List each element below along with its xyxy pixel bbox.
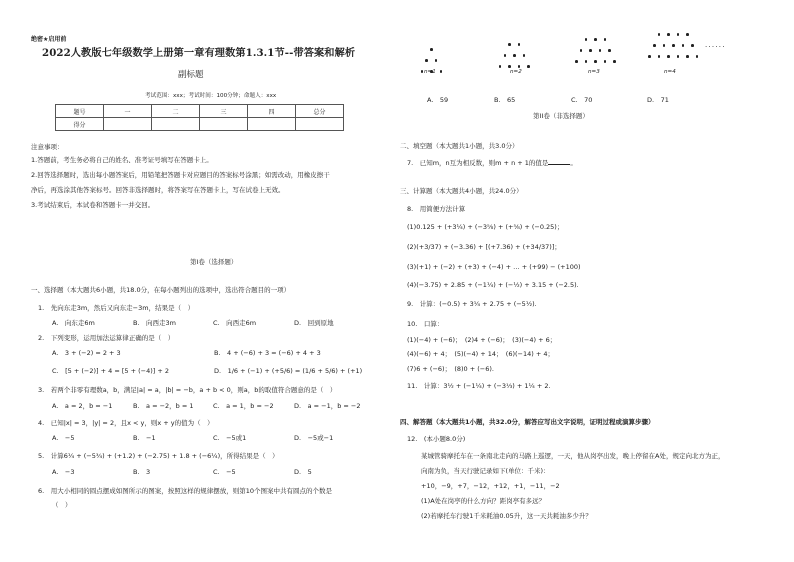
- question-7-end: 。: [570, 159, 577, 167]
- question-2: 2. 下列变形，运用加法运算律正确的是（ ）: [38, 334, 175, 342]
- pattern-dot: [696, 55, 699, 58]
- option-c: C. −5: [213, 468, 236, 476]
- choice-section-heading: 一、选择题（本大题共6小题，共18.0分，在每小题列出的选项中，选出符合题目的一项）: [31, 286, 291, 294]
- option-b: B. a = −2，b = 1: [133, 402, 194, 410]
- pattern-dot: [658, 55, 661, 58]
- option-d: D. 1/6 + (−1) + (+5/6) = (1/6 + 5/6) + (+1): [214, 367, 363, 375]
- option-a: A. 59: [427, 96, 449, 104]
- pattern-dot: [421, 70, 424, 73]
- question-8-item: (3)(+1) + (−2) + (+3) + (−4) + … + (+99) − (+100): [407, 263, 581, 271]
- table-cell: [152, 118, 200, 131]
- pattern-dot: [435, 59, 438, 62]
- pattern-dot: [499, 65, 502, 68]
- option-a: A. −3: [52, 468, 75, 476]
- pattern-dot: [667, 33, 670, 36]
- option-d: D. 71: [647, 96, 669, 104]
- table-row: [56, 105, 344, 118]
- answer-section-heading: 四、解答题（本大题共1小题，共32.0分，解答应写出文字说明，证明过程或演算步骤）: [400, 418, 655, 426]
- option-c: C. −5或1: [213, 434, 247, 442]
- pattern-dot: [518, 43, 521, 46]
- option-d: D. −5或−1: [294, 434, 334, 442]
- pattern-dot: [604, 60, 607, 63]
- pattern-dot: [613, 60, 616, 63]
- question-6: 6. 用大小相同的圆点摆成如图所示的图案，按照这样的规律摆放，则第10个图案中共有圆点的个数是: [38, 487, 332, 495]
- secret-mark: 绝密★启用前: [31, 36, 67, 43]
- figure-label-3: n=3: [588, 69, 600, 75]
- fill-section-heading: 二、填空题（本大题共1小题，共3.0分）: [400, 142, 519, 150]
- note-item: 1.答题前，考生务必将自己的姓名、准考证号填写在答题卡上。: [31, 156, 213, 164]
- part2-title: 第II卷（非选择题）: [533, 112, 589, 120]
- pattern-dot: [677, 55, 680, 58]
- pattern-dot: [504, 54, 507, 57]
- question-4: 4. 已知|x| = 3，|y| = 2，且x < y，则x + y的值为（ ）: [38, 419, 214, 427]
- table-cell: 一: [104, 105, 152, 118]
- option-d: D. 5: [294, 468, 312, 476]
- pattern-dot: [686, 33, 689, 36]
- option-c: C. 向西走6m: [213, 319, 257, 327]
- note-item: 净后，再选涂其他答案标号。回答非选择题时，将答案写在答题卡上，写在试卷上无效。: [31, 186, 285, 194]
- table-cell: 题号: [56, 105, 104, 118]
- option-b: B. 65: [494, 96, 516, 104]
- pattern-dot: [599, 49, 602, 52]
- question-5: 5. 计算6¼ + (−5¾) + (+1.2) + (−2.75) + 1.8 + (−6¼)，所得结果是（ ）: [38, 452, 279, 460]
- pattern-dot: [580, 49, 583, 52]
- pattern-dot: [430, 48, 433, 51]
- table-cell: 二: [152, 105, 200, 118]
- question-12-line: 某城管骑摩托车在一条南北走向的马路上巡逻，一天，他从岗亭出发，晚上停留在A处，规定向北方为正，: [421, 452, 725, 460]
- pattern-dot: [658, 33, 661, 36]
- note-item: 3.考试结束后，本试卷和答题卡一并交回。: [31, 201, 155, 209]
- question-7: [407, 158, 577, 167]
- pattern-dot: [648, 55, 651, 58]
- pattern-dot: [585, 38, 588, 41]
- question-10: 10. 口算：: [407, 320, 444, 328]
- figure-label-4: n=4: [664, 69, 676, 75]
- pattern-dot: [440, 70, 443, 73]
- question-12-line: (2)若摩托车行驶1千米耗油0.05升，这一天共耗油多少升？: [421, 512, 592, 520]
- pattern-dot: [527, 65, 530, 68]
- question-12-line: 向南为负，当天行驶记录如下(单位：千米)：: [421, 467, 550, 475]
- exam-info: 考试范围：xxx；考试时间：100分钟；命题人：xxx: [145, 93, 277, 99]
- table-cell: [200, 118, 248, 131]
- pattern-dot: [672, 44, 675, 47]
- part1-title: 第I卷（选择题）: [190, 258, 238, 266]
- question-6-bracket: （ ）: [52, 501, 72, 509]
- option-b: B. 向西走3m: [133, 319, 176, 327]
- question-1: 1. 先向东走3m，然后又向东走−3m，结果是（ ）: [38, 304, 195, 312]
- question-10-item: (1)(−4) + (−6)； (2)4 + (−6)； (3)(−4) + 6；: [407, 336, 557, 344]
- option-a: A. −5: [52, 434, 75, 442]
- question-11: 11. 计算：3½ + (−1¼) + (−3⅓) + 1¼ + 2.: [407, 382, 551, 390]
- pattern-dot: [508, 43, 511, 46]
- notes-heading: 注意事项：: [31, 143, 64, 151]
- pattern-dot: [667, 55, 670, 58]
- answer-blank: [548, 158, 570, 165]
- figure-label-1: n=1: [424, 69, 436, 75]
- pattern-dot: [686, 55, 689, 58]
- question-10-item: (7)6 + (−6)； (8)0 + (−6).: [407, 365, 494, 373]
- score-table: [55, 104, 344, 131]
- question-12: 12. (本小题8.0分): [407, 435, 466, 443]
- table-cell: 总分: [296, 105, 344, 118]
- table-cell: [104, 118, 152, 131]
- question-10-item: (4)(−6) + 4； (5)(−4) + 14； (6)(−14) + 4；: [407, 350, 554, 358]
- calc-section-heading: 三、计算题（本大题共4小题，共24.0分）: [400, 187, 523, 195]
- option-b: B. 4 + (−6) + 3 = (−6) + 4 + 3: [214, 349, 321, 357]
- pattern-dot: [682, 44, 685, 47]
- note-item: 2.回答选择题时，选出每小题答案后，用铅笔把答题卡对应题目的答案标号涂黑；如需改动，用橡皮擦干: [31, 171, 330, 179]
- pattern-dot: [604, 38, 607, 41]
- table-cell: [296, 118, 344, 131]
- option-c: C. [5 + (−2)] + 4 = [5 + (−4)] + 2: [52, 367, 169, 375]
- table-row: [56, 118, 344, 131]
- pattern-dot: [663, 44, 666, 47]
- pattern-dot: [589, 49, 592, 52]
- option-a: A. a = 2，b = −1: [52, 402, 113, 410]
- pattern-dot: [691, 44, 694, 47]
- option-b: B. 3: [133, 468, 151, 476]
- pattern-dot: [425, 59, 428, 62]
- pattern-dot: [575, 60, 578, 63]
- table-cell: 三: [200, 105, 248, 118]
- question-7-text: 7. 已知m，n互为相反数，则m + n + 1的值是: [407, 159, 549, 167]
- pattern-dot: [523, 54, 526, 57]
- pattern-dot: [677, 33, 680, 36]
- option-d: D. 回到原地: [294, 319, 334, 327]
- figure-ellipsis: · · · · · ·: [705, 43, 724, 51]
- table-cell: 得分: [56, 118, 104, 131]
- option-a: A. 3 + (−2) = 2 + 3: [52, 349, 121, 357]
- right-column: [397, 0, 794, 562]
- option-a: A. 向东走6m: [52, 319, 95, 327]
- option-c: C. a = 1，b = −2: [213, 402, 274, 410]
- pattern-dot: [594, 60, 597, 63]
- question-3: 3. 若两个非零有理数a，b，满足|a| = a，|b| = −b，a + b < 0，则a，b的取值符合题意的是（ ）: [38, 386, 337, 394]
- question-8-item: (2)(+3/37) + (−3.36) + [(+7.36) + (+34/37)]；: [407, 243, 561, 251]
- table-cell: 四: [248, 105, 296, 118]
- option-b: B. −1: [133, 434, 156, 442]
- pattern-dot: [608, 49, 611, 52]
- pattern-dot: [594, 38, 597, 41]
- question-8-item: (1)0.125 + (+3¼) + (−3⅝) + (+⅝) + (−0.25)；: [407, 223, 564, 231]
- pattern-dot: [585, 60, 588, 63]
- pattern-dot: [653, 44, 656, 47]
- page-title: 2022人教版七年级数学上册第一章有理数第1.3.1节--带答案和解析: [42, 47, 356, 59]
- option-c: C. 70: [571, 96, 593, 104]
- question-8-item: (4)(−3.75) + 2.85 + (−1¼) + (−½) + 3.15 + (−2.5).: [407, 281, 579, 289]
- figure-label-2: n=2: [510, 69, 522, 75]
- question-12-line: +10，−9，+7，−12，+12，+1，−11，−2: [421, 482, 560, 490]
- option-d: D. a = −1，b = −2: [294, 402, 361, 410]
- subtitle: 副标题: [178, 70, 204, 80]
- question-9: 9. 计算：(−0.5) + 3¼ + 2.75 + (−5½).: [407, 300, 537, 308]
- table-cell: [248, 118, 296, 131]
- pattern-dot: [513, 54, 516, 57]
- question-12-line: (1)A处在岗亭的什么方向？距岗亭有多远？: [421, 497, 546, 505]
- question-8: 8. 用简便方法计算: [407, 205, 466, 213]
